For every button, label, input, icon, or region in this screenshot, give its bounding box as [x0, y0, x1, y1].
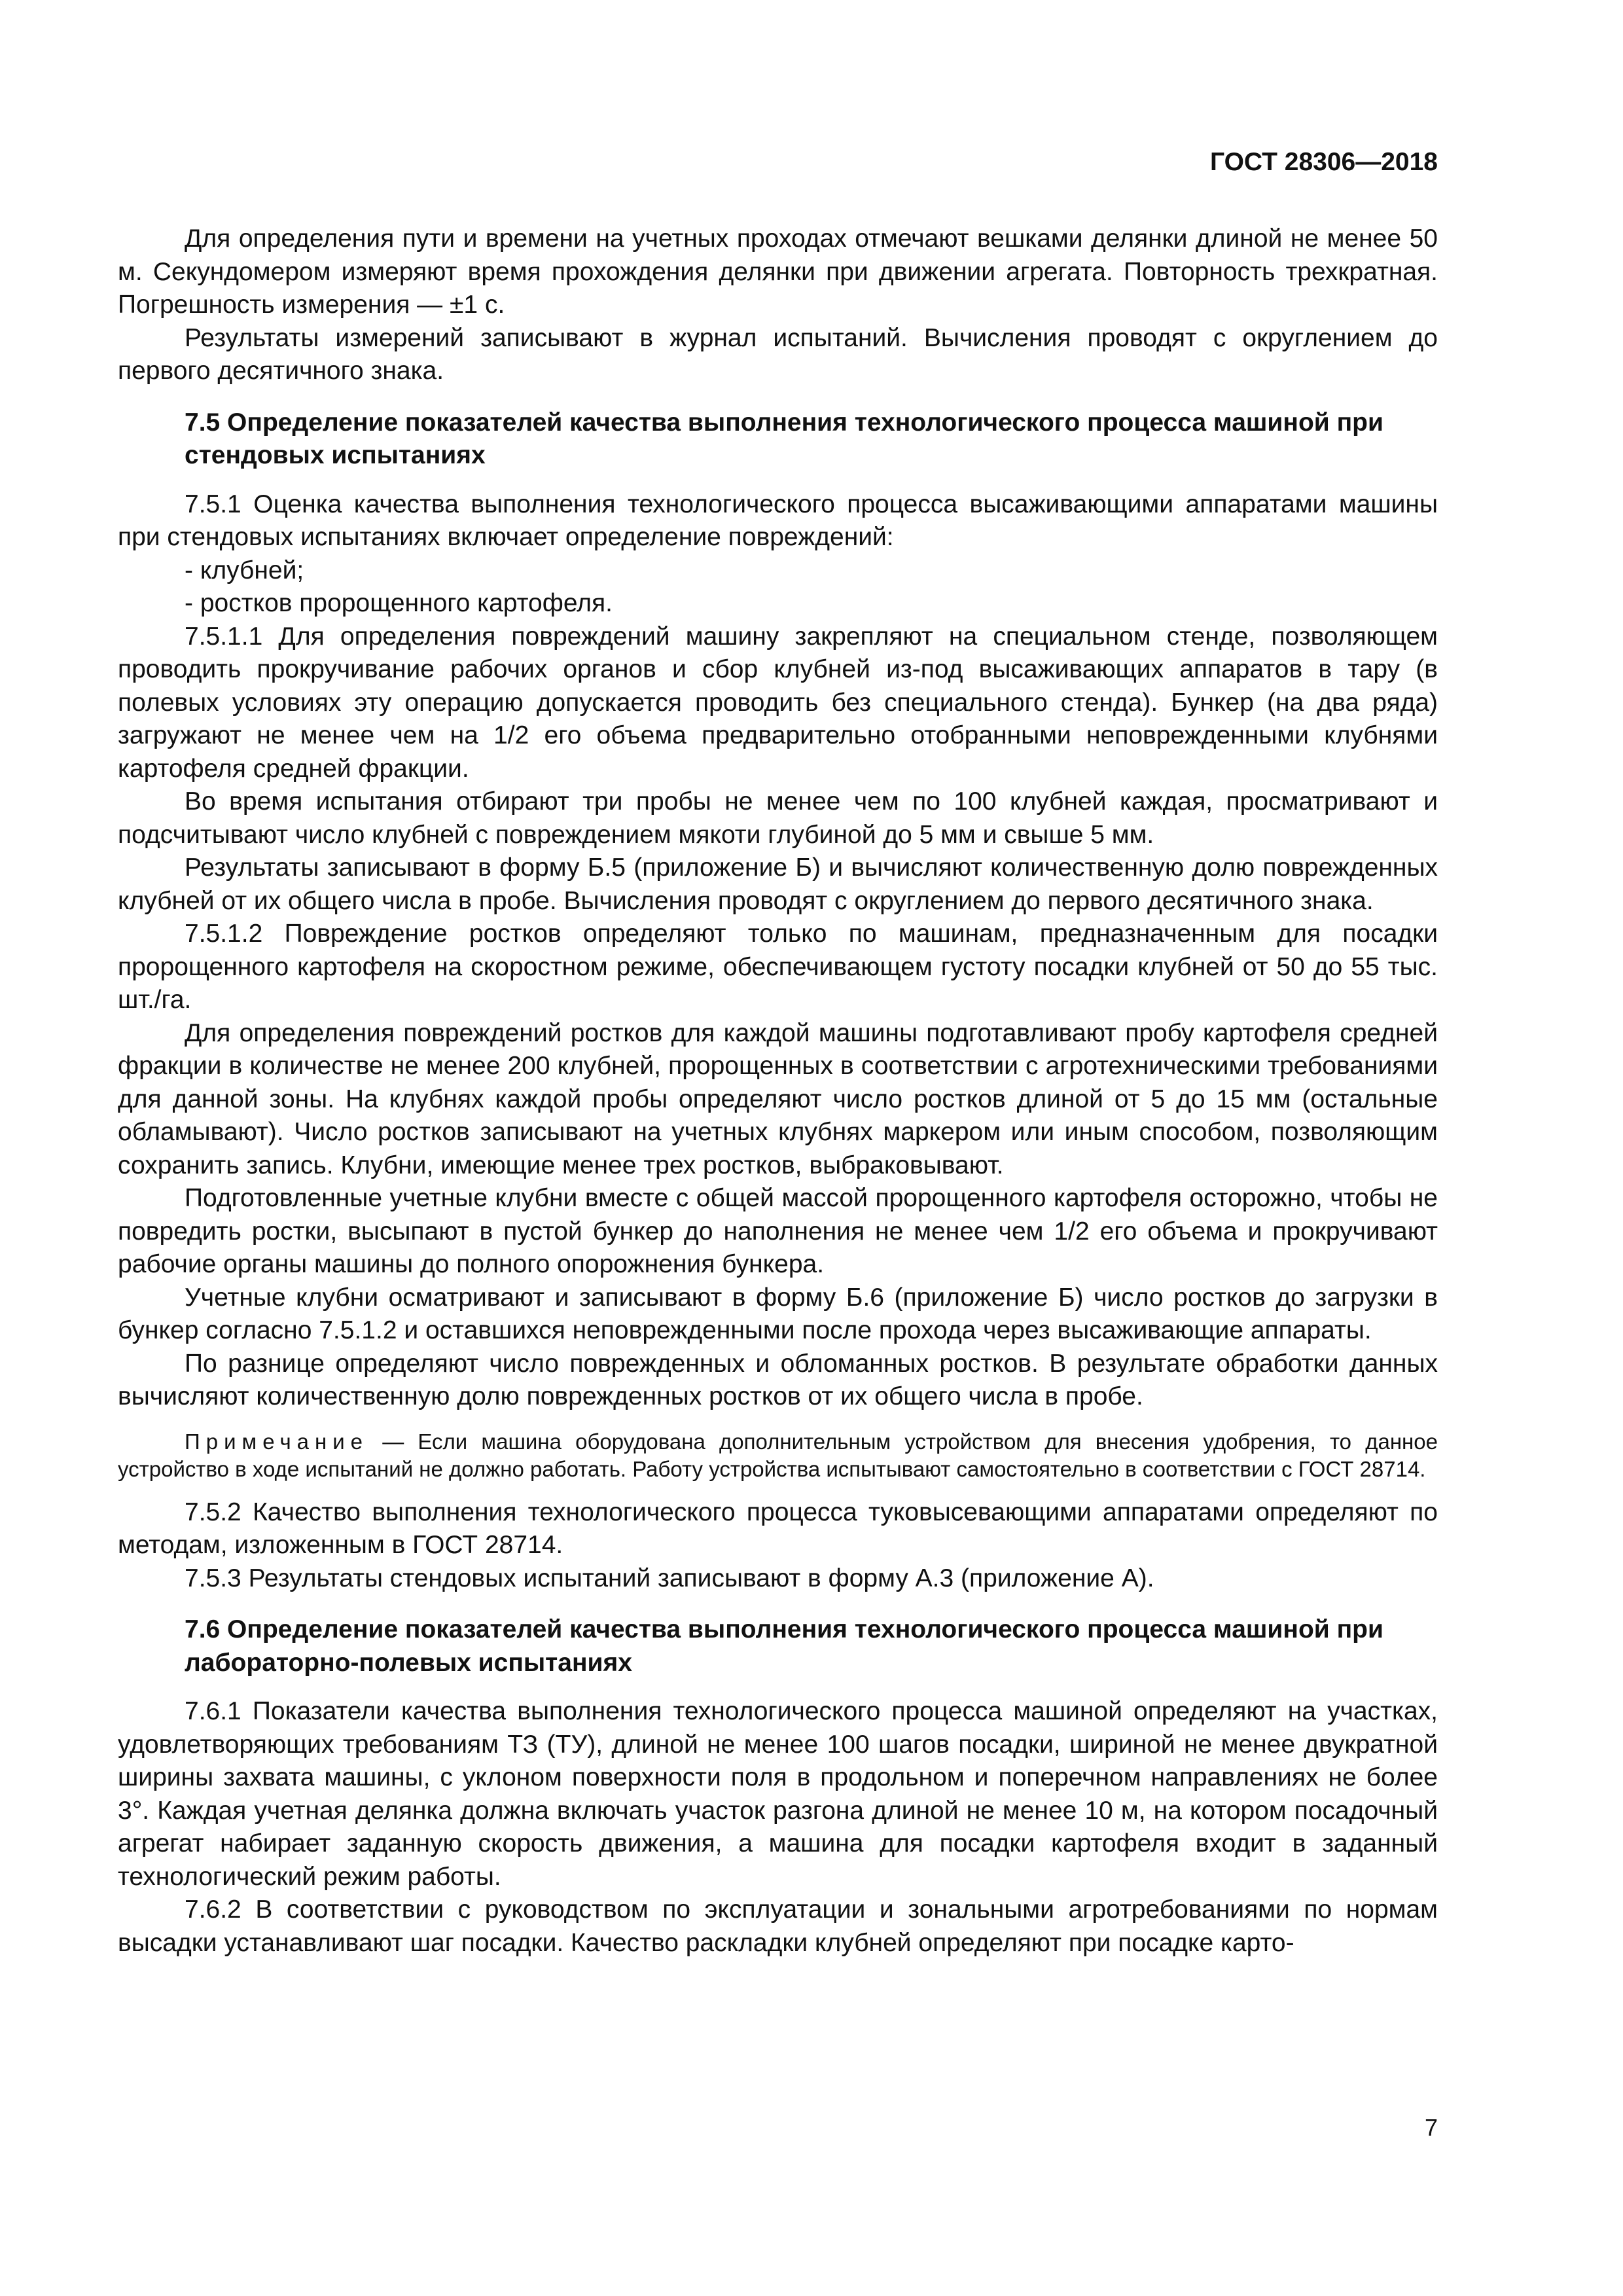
paragraph: 7.6.1 Показатели качества выполнения технологического процесса машиной определяют на участках, удовлетворяющих требованиям ТЗ (ТУ), длиной не менее 100 шагов посадки, шириной не менее двукратной ширины захвата машины, с уклоном поверхности поля в продольном и поперечном направлениях не более 3°. Каждая учетная делянка должна включать участок разгона длиной не менее 10 м, на котором посадочный агрегат набирает заданную скорость движения, а машина для посадки картофеля входит в заданный технологический режим работы.	[118, 1697, 1438, 1891]
document-body	[118, 223, 1438, 1960]
paragraph: Во время испытания отбирают три пробы не менее чем по 100 клубней каждая, просматривают и подсчитывают число клубней с повреждением мякоти глубиной до 5 мм и свыше 5 мм.	[118, 787, 1438, 849]
paragraph: Результаты измерений записывают в журнал испытаний. Вычисления проводят с округлением до первого десятичного знака.	[118, 323, 1438, 385]
section-heading-7-6: 7.6 Определение показателей качества выполнения технологического процесса машиной при лабораторно-полевых испытаниях	[185, 1615, 1383, 1677]
list-item: - клубней;	[185, 556, 304, 584]
paragraph: 7.5.2 Качество выполнения технологического процесса туковысевающими аппаратами определяют по методам, изложенным в ГОСТ 28714.	[118, 1498, 1438, 1559]
paragraph: 7.5.1.2 Повреждение ростков определяют только по машинам, предназначенным для посадки пророщенного картофеля на скоростном режиме, обеспечивающем густоту посадки клубней от 50 до 55 тыс. шт./га.	[118, 920, 1438, 1014]
note	[118, 1428, 1438, 1483]
page-number: 7	[1424, 2114, 1438, 2141]
note-text: — Если машина оборудована дополнительным устройством для внесения удобрения, то данное устройство в ходе испытаний не должно работать. Работу устройства испытывают самостоятельно в соответствии с ГОСТ 28714.	[118, 1429, 1438, 1481]
paragraph: 7.6.2 В соответствии с руководством по эксплуатации и зональными агротребованиями по нормам высадки устанавливают шаг посадки. Качество раскладки клубней определяют при посадке карто-	[118, 1895, 1438, 1957]
paragraph: Учетные клубни осматривают и записывают в форму Б.6 (приложение Б) число ростков до загрузки в бункер согласно 7.5.1.2 и оставшихся неповрежденными после прохода через высаживающие аппараты.	[118, 1283, 1438, 1344]
paragraph: По разнице определяют число поврежденных и обломанных ростков. В результате обработки данных вычисляют количественную долю поврежденных ростков от их общего числа в пробе.	[118, 1349, 1438, 1410]
standard-header: ГОСТ 28306—2018	[1210, 148, 1438, 176]
paragraph: Для определения повреждений ростков для каждой машины подготавливают пробу картофеля средней фракции в количестве не менее 200 клубней, пророщенных в соответствии с агротехническими требованиями для данной зоны. На клубнях каждой пробы определяют число ростков длиной от 5 до 15 мм (остальные обламывают). Число ростков записывают на учетных клубнях маркером или иным способом, позволяющим сохранить запись. Клубни, имеющие менее трех ростков, выбраковывают.	[118, 1018, 1438, 1179]
section-heading-7-5: 7.5 Определение показателей качества выполнения технологического процесса машиной при стендовых испытаниях	[185, 408, 1383, 469]
paragraph: Подготовленные учетные клубни вместе с общей массой пророщенного картофеля осторожно, чтобы не повредить ростки, высыпают в пустой бункер до наполнения не менее чем 1/2 его объема и прокручивают рабочие органы машины до полного опорожнения бункера.	[118, 1184, 1438, 1278]
paragraph: 7.5.1.1 Для определения повреждений машину закрепляют на специальном стенде, позволяющем проводить прокручивание рабочих органов и сбор клубней из-под высаживающих аппаратов в тару (в полевых условиях эту операцию допускается проводить без специального стенда). Бункер (на два ряда) загружают не менее чем на 1/2 его объема предварительно отобранными неповрежденными клубнями картофеля средней фракции.	[118, 622, 1438, 783]
paragraph: 7.5.3 Результаты стендовых испытаний записывают в форму А.3 (приложение А).	[185, 1564, 1154, 1592]
list-item: - ростков пророщенного картофеля.	[185, 589, 613, 617]
paragraph: 7.5.1 Оценка качества выполнения технологического процесса высаживающими аппаратами машины при стендовых испытаниях включает определение повреждений:	[118, 490, 1438, 551]
paragraph: Результаты записывают в форму Б.5 (приложение Б) и вычисляют количественную долю поврежденных клубней от их общего числа в пробе. Вычисления проводят с округлением до первого десятичного знака.	[118, 853, 1438, 915]
paragraph: Для определения пути и времени на учетных проходах отмечают вешками делянки длиной не менее 50 м. Секундомером измеряют время прохождения делянки при движении агрегата. Повторность трехкратная. Погрешность измерения — ±1 с.	[118, 224, 1438, 319]
note-lead: Примечание	[185, 1429, 369, 1454]
